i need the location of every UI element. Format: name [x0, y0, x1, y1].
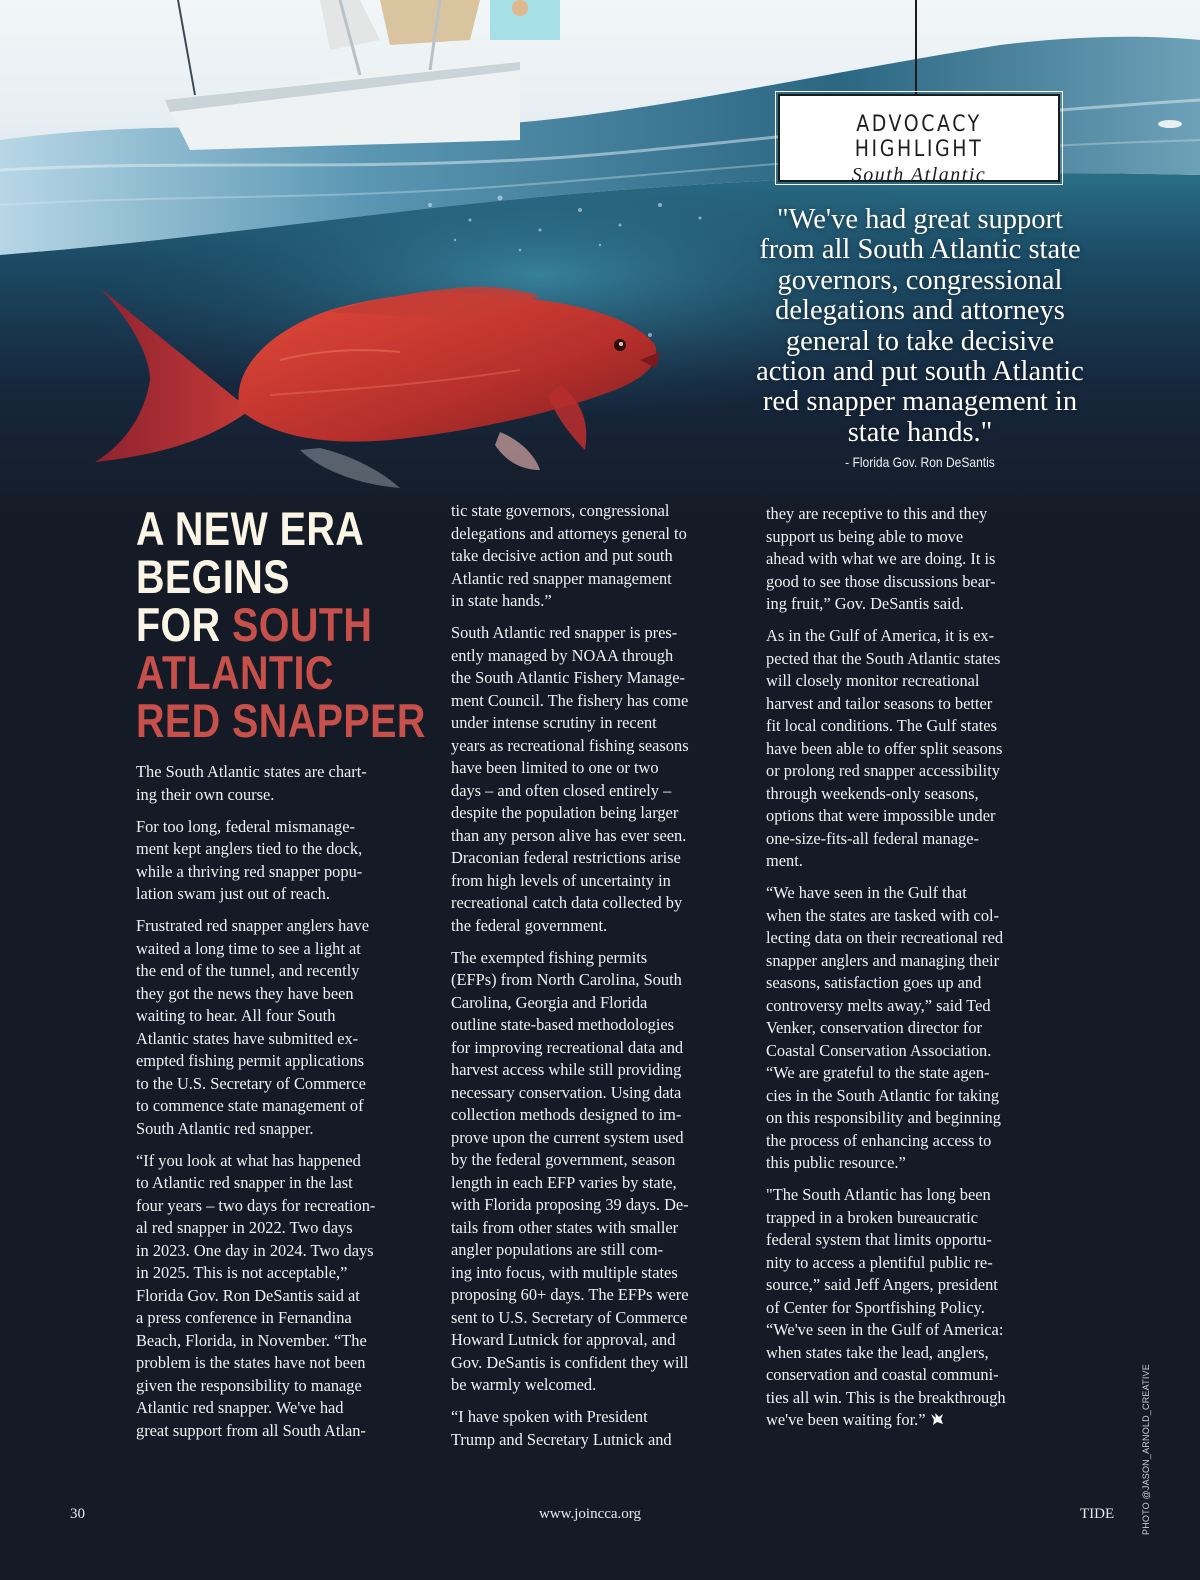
headline-accent-line: RED SNAPPER	[136, 694, 426, 747]
paragraph-line: delegations and attorneys general to	[451, 523, 687, 543]
pull-quote-line: from all South Atlantic state	[759, 234, 1081, 266]
paragraph-line: to commence state management of	[136, 1096, 364, 1115]
paragraph-line: Howard Lutnick for approval, and	[451, 1330, 676, 1349]
website-link[interactable]: www.joincca.org	[538, 1506, 642, 1522]
paragraph-line: in 2023. One day in 2024. Two days	[136, 1240, 374, 1260]
pelican-end-mark-icon	[930, 1412, 944, 1426]
paragraph-line: despite the population being larger	[451, 803, 679, 822]
headline-line	[136, 598, 388, 651]
paragraph-line: from high levels of uncertainty in	[451, 870, 671, 890]
paragraph-line: under intense scrutiny in recent	[451, 713, 657, 732]
paragraph-line: South Atlantic red snapper.	[136, 1118, 314, 1138]
paragraph-line: The South Atlantic states are chart-	[136, 762, 367, 781]
pull-quote-line: action and put south Atlantic	[756, 356, 1084, 388]
paragraph-line: in 2025. This is not acceptable,”	[136, 1263, 348, 1282]
article-column-3	[766, 503, 1062, 1441]
headline-accent-line: ATLANTIC	[136, 646, 334, 699]
paragraph-line: will closely monitor recreational	[766, 671, 980, 690]
paragraph-line: when states take the lead, anglers,	[766, 1342, 989, 1362]
paragraph-line: they got the news they have been	[136, 983, 354, 1003]
paragraph-line: options that were impossible under	[766, 806, 996, 825]
paragraph-line: ties all win. This is the breakthrough	[766, 1387, 1006, 1407]
pull-quote-line: governors, congressional	[777, 264, 1063, 296]
paragraph-line: proposing 60+ days. The EFPs were	[451, 1285, 689, 1304]
headline-line: BEGINS	[136, 550, 290, 603]
paragraph-line: this public resource.”	[766, 1153, 906, 1172]
paragraph-line: South Atlantic red snapper is pres-	[451, 623, 678, 642]
paragraph-line: Atlantic red snapper management	[451, 568, 672, 588]
headline-accent-text: SOUTH	[231, 598, 373, 651]
article-paragraph	[451, 622, 747, 937]
paragraph-line: in state hands.”	[451, 591, 552, 610]
article-column-1	[136, 761, 432, 1452]
paragraph-line: cies in the South Atlantic for taking	[766, 1085, 1000, 1105]
paragraph-line: while a thriving red snapper popu-	[136, 861, 363, 881]
paragraph-line: prove upon the current system used	[451, 1127, 684, 1147]
paragraph-line: For too long, federal mismanage-	[136, 816, 355, 836]
paragraph-line: a press conference in Fernandina	[136, 1308, 352, 1327]
paragraph-line: Coastal Conservation Association.	[766, 1040, 992, 1060]
magazine-name: TIDE	[1080, 1506, 1115, 1522]
paragraph-line: have been able to offer split seasons	[766, 738, 1003, 758]
article-paragraph	[766, 882, 1062, 1175]
paragraph-line: harvest access while still providing	[451, 1060, 682, 1079]
paragraph-line: the South Atlantic Fishery Manage-	[451, 668, 685, 687]
paragraph-line: empted fishing permit applications	[136, 1051, 365, 1070]
paragraph-line: lation swam just out of reach.	[136, 884, 330, 903]
paragraph-line: ing their own course.	[136, 784, 275, 804]
paragraph-line: (EFPs) from North Carolina, South	[451, 970, 682, 989]
headline-line: A NEW ERA	[136, 502, 365, 555]
photo-credit: PHOTO @JASON_ARNOLD_CREATIVE	[1141, 1364, 1151, 1535]
paragraph-line: Atlantic red snapper. We've had	[136, 1398, 344, 1417]
pull-quote-attribution: - Florida Gov. Ron DeSantis	[845, 454, 995, 470]
paragraph-line: sent to U.S. Secretary of Commerce	[451, 1307, 688, 1327]
paragraph-line: Frustrated red snapper anglers have	[136, 916, 370, 935]
paragraph-line: necessary conservation. Using data	[451, 1082, 682, 1102]
paragraph-line: “If you look at what has happened	[136, 1150, 361, 1170]
paragraph-line: ently managed by NOAA through	[451, 645, 674, 665]
headline-text: FOR	[136, 598, 232, 651]
paragraph-line: al red snapper in 2022. Two days	[136, 1218, 353, 1237]
paragraph-line: be warmly welcomed.	[451, 1375, 597, 1394]
paragraph-line: "The South Atlantic has long been	[766, 1185, 991, 1204]
paragraph-line-with-end-mark	[766, 1409, 1062, 1432]
paragraph-line: “I have spoken with President	[451, 1407, 648, 1426]
paragraph-line: fit local conditions. The Gulf states	[766, 716, 997, 735]
paragraph-line: they are receptive to this and they	[766, 504, 988, 523]
article-paragraph	[766, 503, 1062, 616]
paragraph-line: years as recreational fishing seasons	[451, 735, 689, 755]
paragraph-line: on this responsibility and beginning	[766, 1108, 1001, 1127]
paragraph-line: ment Council. The fishery has come	[451, 690, 689, 710]
paragraph-line: we've been waiting for.”	[766, 1410, 926, 1429]
pull-quote	[745, 205, 1095, 448]
article-paragraph	[451, 1406, 747, 1451]
paragraph-line: Trump and Secretary Lutnick and	[451, 1429, 672, 1449]
paragraph-line: conservation and coastal communi-	[766, 1365, 999, 1384]
paragraph-line: lecting data on their recreational red	[766, 928, 1004, 947]
article-paragraph	[136, 761, 432, 806]
article-column-2	[451, 500, 747, 1461]
paragraph-line: pected that the South Atlantic states	[766, 648, 1001, 668]
advocacy-region: South Atlantic	[851, 164, 987, 186]
paragraph-line: The exempted fishing permits	[451, 947, 648, 967]
article-paragraph	[451, 500, 747, 613]
paragraph-line: of Center for Sportfishing Policy.	[766, 1297, 985, 1317]
paragraph-line: “We are grateful to the state agen-	[766, 1063, 990, 1082]
paragraph-line: take decisive action and put south	[451, 546, 673, 565]
paragraph-line: collection methods designed to im-	[451, 1105, 682, 1124]
paragraph-line: days – and often closed entirely –	[451, 780, 672, 800]
paragraph-line: recreational catch data collected by	[451, 893, 683, 912]
paragraph-line: As in the Gulf of America, it is ex-	[766, 626, 995, 645]
paragraph-line: outline state-based methodologies	[451, 1015, 675, 1034]
paragraph-line: nity to access a plentiful public re-	[766, 1252, 993, 1272]
paragraph-line: with Florida proposing 39 days. De-	[451, 1195, 689, 1214]
article-paragraph	[136, 1150, 432, 1443]
article-paragraph	[136, 915, 432, 1140]
article-paragraph	[766, 625, 1062, 873]
paragraph-line: ment.	[766, 851, 803, 870]
page-number: 30	[70, 1506, 85, 1522]
paragraph-line: Beach, Florida, in November. “The	[136, 1330, 367, 1350]
paragraph-line: harvest and tailor seasons to better	[766, 693, 993, 713]
paragraph-line: Carolina, Georgia and Florida	[451, 992, 648, 1012]
paragraph-line: problem is the states have not been	[136, 1353, 366, 1372]
paragraph-line: one-size-fits-all federal manage-	[766, 828, 979, 848]
paragraph-line: ing into focus, with multiple states	[451, 1262, 678, 1282]
paragraph-line: through weekends-only seasons,	[766, 783, 979, 803]
paragraph-line: to the U.S. Secretary of Commerce	[136, 1073, 366, 1093]
pull-quote-line: red snapper management in	[762, 386, 1078, 418]
paragraph-line: have been limited to one or two	[451, 758, 659, 777]
paragraph-line: Draconian federal restrictions arise	[451, 848, 681, 867]
paragraph-line: when the states are tasked with col-	[766, 905, 1000, 925]
paragraph-line: Florida Gov. Ron DeSantis said at	[136, 1285, 360, 1305]
paragraph-line: ment kept anglers tied to the dock,	[136, 839, 363, 858]
article-paragraph	[136, 816, 432, 906]
paragraph-line: the process of enhancing access to	[766, 1130, 992, 1150]
advocacy-highlight-box	[778, 94, 1060, 186]
paragraph-line: or prolong red snapper accessibility	[766, 761, 1000, 780]
paragraph-line: for improving recreational data and	[451, 1037, 684, 1057]
paragraph-line: source,” said Jeff Angers, president	[766, 1275, 998, 1294]
paragraph-line: controversy melts away,” said Ted	[766, 995, 991, 1015]
article-paragraph	[451, 947, 747, 1397]
pull-quote-line: state hands."	[847, 416, 993, 448]
article-headline	[136, 502, 426, 747]
paragraph-line: tails from other states with smaller	[451, 1217, 679, 1237]
paragraph-line: ahead with what we are doing. It is	[766, 549, 996, 568]
pull-quote-line: delegations and attorneys	[775, 295, 1065, 327]
paragraph-line: federal system that limits opportu-	[766, 1230, 992, 1249]
paragraph-line: ing fruit,” Gov. DeSantis said.	[766, 594, 964, 613]
paragraph-line: than any person alive has ever seen.	[451, 825, 687, 845]
paragraph-line: great support from all South Atlan-	[136, 1420, 366, 1440]
paragraph-line: seasons, satisfaction goes up and	[766, 973, 982, 992]
paragraph-line: Atlantic states have submitted ex-	[136, 1028, 359, 1048]
paragraph-line: snapper anglers and managing their	[766, 950, 1000, 970]
article-paragraph	[766, 1184, 1062, 1432]
paragraph-line: “We've seen in the Gulf of America:	[766, 1320, 1004, 1339]
paragraph-line: given the responsibility to manage	[136, 1375, 362, 1395]
paragraph-line: waited a long time to see a light at	[136, 938, 361, 958]
paragraph-line: length in each EFP varies by state,	[451, 1172, 677, 1192]
paragraph-line: good to see those discussions bear-	[766, 571, 996, 591]
paragraph-line: waiting to hear. All four South	[136, 1006, 336, 1025]
pull-quote-line: "We've had great support	[777, 204, 1063, 235]
paragraph-line: “We have seen in the Gulf that	[766, 883, 967, 902]
advocacy-label: ADVOCACY HIGHLIGHT	[854, 112, 984, 162]
pull-quote-line: general to take decisive	[785, 325, 1055, 357]
paragraph-line: trapped in a broken bureaucratic	[766, 1207, 979, 1227]
paragraph-line: Venker, conservation director for	[766, 1018, 982, 1037]
paragraph-line: to Atlantic red snapper in the last	[136, 1173, 353, 1192]
paragraph-line: Gov. DeSantis is confident they will	[451, 1352, 689, 1372]
paragraph-line: the end of the tunnel, and recently	[136, 961, 360, 980]
paragraph-line: by the federal government, season	[451, 1150, 676, 1169]
paragraph-line: tic state governors, congressional	[451, 501, 670, 520]
paragraph-line: angler populations are still com-	[451, 1240, 664, 1259]
paragraph-line: support us being able to move	[766, 526, 964, 546]
paragraph-line: the federal government.	[451, 915, 608, 935]
paragraph-line: four years – two days for recreation-	[136, 1195, 376, 1215]
